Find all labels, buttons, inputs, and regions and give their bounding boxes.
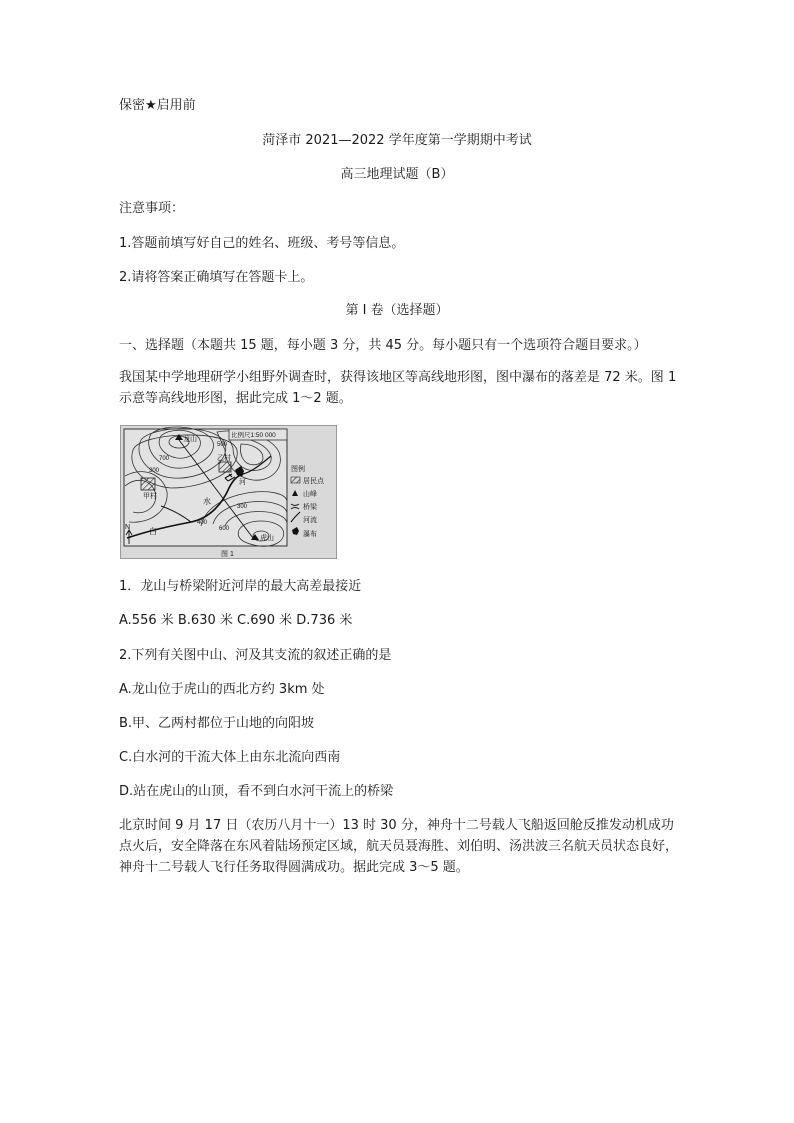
label-north: N	[125, 524, 131, 531]
label-yicun: 乙村	[217, 455, 231, 462]
question-2-option: B.甲、乙两村都位于山地的向阳坡	[119, 716, 315, 731]
legend-item: 河流	[303, 517, 317, 524]
contour-label: 300	[237, 504, 248, 510]
contour-label: 700	[159, 456, 170, 462]
notice-heading: 注意事项：	[119, 201, 185, 216]
label-jiacun: 甲村	[143, 493, 157, 500]
question-2-option: C.白水河的干流大体上由东北流向西南	[119, 750, 341, 765]
exam-title: 菏泽市 2021—2022 学年度第一学期期中考试	[262, 133, 532, 148]
question-2-option: D.站在虎山的山顶，看不到白水河干流上的桥梁	[119, 784, 394, 799]
legend-item: 瀑布	[303, 531, 317, 538]
label-longshan: 龙山	[183, 436, 197, 443]
notice-item: 1.答题前填写好自己的姓名、班级、考号等信息。	[119, 236, 405, 251]
notice-item: 2.请将答案正确填写在答题卡上。	[119, 270, 314, 285]
subject-title: 高三地理试题（B）	[340, 167, 454, 182]
waterfall-icon	[292, 527, 299, 535]
passage-1: 我国某中学地理研学小组野外调查时，获得该地区等高线地形图，图中瀑布的落差是 72 米。图 1 示意等高线地形图，据此完成 1～2 题。	[119, 370, 677, 406]
legend-item: 居民点	[303, 478, 324, 485]
question-2-option: A.龙山位于虎山的西北方约 3km 处	[119, 682, 325, 697]
question-2-stem: 2.下列有关图中山、河及其支流的叙述正确的是	[119, 648, 392, 663]
question-1-options: A.556 米 B.630 米 C.690 米 D.736 米	[119, 613, 353, 628]
section-instruction: 一、选择题（本题共 15 题，每小题 3 分，共 45 分。每小题只有一个选项符合题目要求。）	[119, 338, 647, 353]
label-hushan: 虎山	[260, 535, 274, 542]
passage-2: 北京时间 9 月 17 日（农历八月十一）13 时 30 分，神舟十二号载人飞船返回舱反推发动机成功点火后，安全降落在东风着陆场预定区域，航天员聂海胜、刘伯明、汤洪波三名航天员状态良好，神舟十二号载人飞行任务取得圆满成功。据此完成 3～5 题。	[119, 818, 679, 875]
label-river-he: 河	[239, 479, 246, 486]
legend-title: 图例	[291, 466, 305, 473]
contour-label: 600	[219, 526, 230, 532]
legend	[291, 464, 325, 538]
peak-icon	[292, 490, 298, 496]
contour-label: 400	[197, 520, 208, 526]
figure-caption: 图 1	[221, 551, 234, 558]
question-1-stem: 1．龙山与桥梁附近河岸的最大高差最接近	[119, 579, 362, 594]
section-title: 第 I 卷（选择题）	[345, 303, 449, 318]
settlement-jia	[141, 478, 155, 490]
confidential-label: 保密★启用前	[119, 98, 196, 113]
label-river-shui: 水	[203, 497, 211, 506]
contour-label: 300	[149, 468, 160, 474]
legend-item: 山峰	[303, 491, 317, 498]
scale-label: 比例尺1:50 000	[231, 432, 276, 439]
bridge-icon	[291, 504, 299, 509]
settlement-yi	[219, 462, 231, 472]
contour-label: 500	[217, 442, 228, 448]
contour-map-figure	[120, 425, 337, 559]
label-river-bai: 白	[149, 527, 157, 536]
river-icon	[291, 512, 300, 522]
legend-item: 桥梁	[303, 504, 317, 511]
